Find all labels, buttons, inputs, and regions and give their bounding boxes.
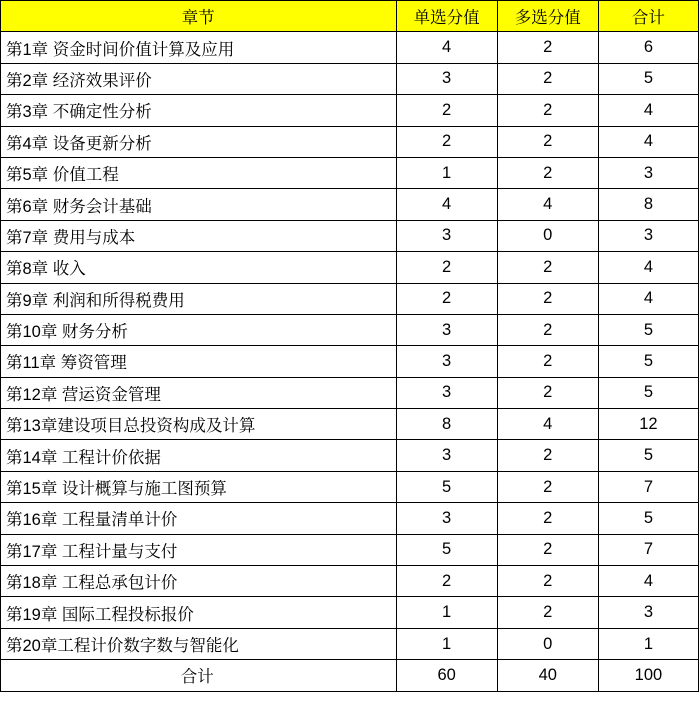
- table-row: [1, 566, 699, 597]
- cell-chapter: 第11章 筹资管理: [1, 346, 397, 377]
- table-row: [1, 252, 699, 283]
- cell-total: 5: [598, 346, 698, 377]
- cell-single: 3: [396, 314, 497, 345]
- cell-multi: 2: [497, 534, 598, 565]
- column-header-total: 合计: [598, 1, 698, 32]
- cell-footer-total: 100: [598, 660, 698, 691]
- table-row: [1, 314, 699, 345]
- cell-total: 5: [598, 503, 698, 534]
- cell-chapter: 第18章 工程总承包计价: [1, 566, 397, 597]
- cell-single: 4: [396, 189, 497, 220]
- cell-single: 3: [396, 440, 497, 471]
- cell-multi: 4: [497, 189, 598, 220]
- cell-single: 2: [396, 566, 497, 597]
- table-row: [1, 189, 699, 220]
- cell-multi: 2: [497, 314, 598, 345]
- cell-total: 8: [598, 189, 698, 220]
- cell-single: 1: [396, 157, 497, 188]
- table-row: [1, 126, 699, 157]
- cell-chapter: 第14章 工程计价依据: [1, 440, 397, 471]
- cell-chapter: 第13章建设项目总投资构成及计算: [1, 409, 397, 440]
- table-row: [1, 597, 699, 628]
- cell-chapter: 第6章 财务会计基础: [1, 189, 397, 220]
- table-row: [1, 409, 699, 440]
- cell-single: 3: [396, 220, 497, 251]
- cell-chapter: 第5章 价值工程: [1, 157, 397, 188]
- cell-multi: 2: [497, 346, 598, 377]
- cell-chapter: 第17章 工程计量与支付: [1, 534, 397, 565]
- cell-total: 4: [598, 95, 698, 126]
- cell-chapter: 第7章 费用与成本: [1, 220, 397, 251]
- cell-total: 1: [598, 628, 698, 659]
- cell-multi: 2: [497, 63, 598, 94]
- cell-chapter: 第4章 设备更新分析: [1, 126, 397, 157]
- table-row: [1, 63, 699, 94]
- cell-total: 12: [598, 409, 698, 440]
- cell-total: 5: [598, 440, 698, 471]
- cell-multi: 2: [497, 32, 598, 63]
- cell-single: 3: [396, 346, 497, 377]
- cell-single: 3: [396, 377, 497, 408]
- table-row: [1, 503, 699, 534]
- table-row: [1, 220, 699, 251]
- cell-single: 5: [396, 534, 497, 565]
- cell-multi: 2: [497, 503, 598, 534]
- cell-single: 3: [396, 503, 497, 534]
- cell-total: 4: [598, 283, 698, 314]
- cell-chapter: 第2章 经济效果评价: [1, 63, 397, 94]
- table-row: [1, 32, 699, 63]
- table-row: [1, 440, 699, 471]
- table-footer-row: [1, 660, 699, 691]
- cell-multi: 2: [497, 126, 598, 157]
- cell-total: 4: [598, 126, 698, 157]
- cell-chapter: 第20章工程计价数字数与智能化: [1, 628, 397, 659]
- table-row: [1, 628, 699, 659]
- cell-total: 6: [598, 32, 698, 63]
- table-header-row: [1, 1, 699, 32]
- cell-chapter: 第12章 营运资金管理: [1, 377, 397, 408]
- cell-single: 2: [396, 126, 497, 157]
- cell-multi: 2: [497, 377, 598, 408]
- column-header-single-choice-score: 单选分值: [396, 1, 497, 32]
- cell-total: 5: [598, 63, 698, 94]
- cell-total: 3: [598, 157, 698, 188]
- cell-multi: 2: [497, 471, 598, 502]
- cell-total: 3: [598, 220, 698, 251]
- table-body: [1, 32, 699, 691]
- cell-single: 2: [396, 252, 497, 283]
- cell-footer-label: 合计: [1, 660, 397, 691]
- cell-total: 4: [598, 252, 698, 283]
- cell-total: 5: [598, 377, 698, 408]
- table-row: [1, 534, 699, 565]
- cell-chapter: 第8章 收入: [1, 252, 397, 283]
- table-row: [1, 283, 699, 314]
- cell-footer-multi: 40: [497, 660, 598, 691]
- cell-chapter: 第19章 国际工程投标报价: [1, 597, 397, 628]
- cell-chapter: 第9章 利润和所得税费用: [1, 283, 397, 314]
- cell-multi: 2: [497, 566, 598, 597]
- cell-multi: 2: [497, 283, 598, 314]
- cell-multi: 2: [497, 95, 598, 126]
- cell-multi: 4: [497, 409, 598, 440]
- cell-multi: 2: [497, 157, 598, 188]
- cell-single: 2: [396, 95, 497, 126]
- cell-chapter: 第16章 工程量清单计价: [1, 503, 397, 534]
- cell-chapter: 第10章 财务分析: [1, 314, 397, 345]
- cell-total: 7: [598, 534, 698, 565]
- cell-single: 2: [396, 283, 497, 314]
- cell-chapter: 第1章 资金时间价值计算及应用: [1, 32, 397, 63]
- cell-single: 8: [396, 409, 497, 440]
- cell-total: 5: [598, 314, 698, 345]
- table-row: [1, 157, 699, 188]
- cell-chapter: 第15章 设计概算与施工图预算: [1, 471, 397, 502]
- cell-multi: 0: [497, 628, 598, 659]
- cell-total: 3: [598, 597, 698, 628]
- cell-total: 7: [598, 471, 698, 502]
- cell-multi: 0: [497, 220, 598, 251]
- cell-single: 1: [396, 597, 497, 628]
- table-row: [1, 95, 699, 126]
- table-row: [1, 346, 699, 377]
- cell-single: 5: [396, 471, 497, 502]
- cell-total: 4: [598, 566, 698, 597]
- cell-multi: 2: [497, 440, 598, 471]
- column-header-chapter: 章节: [1, 1, 397, 32]
- cell-chapter: 第3章 不确定性分析: [1, 95, 397, 126]
- cell-footer-single: 60: [396, 660, 497, 691]
- column-header-multiple-choice-score: 多选分值: [497, 1, 598, 32]
- cell-single: 1: [396, 628, 497, 659]
- cell-single: 4: [396, 32, 497, 63]
- table-row: [1, 377, 699, 408]
- cell-multi: 2: [497, 597, 598, 628]
- cell-multi: 2: [497, 252, 598, 283]
- table-row: [1, 471, 699, 502]
- cell-single: 3: [396, 63, 497, 94]
- table-header: [1, 1, 699, 32]
